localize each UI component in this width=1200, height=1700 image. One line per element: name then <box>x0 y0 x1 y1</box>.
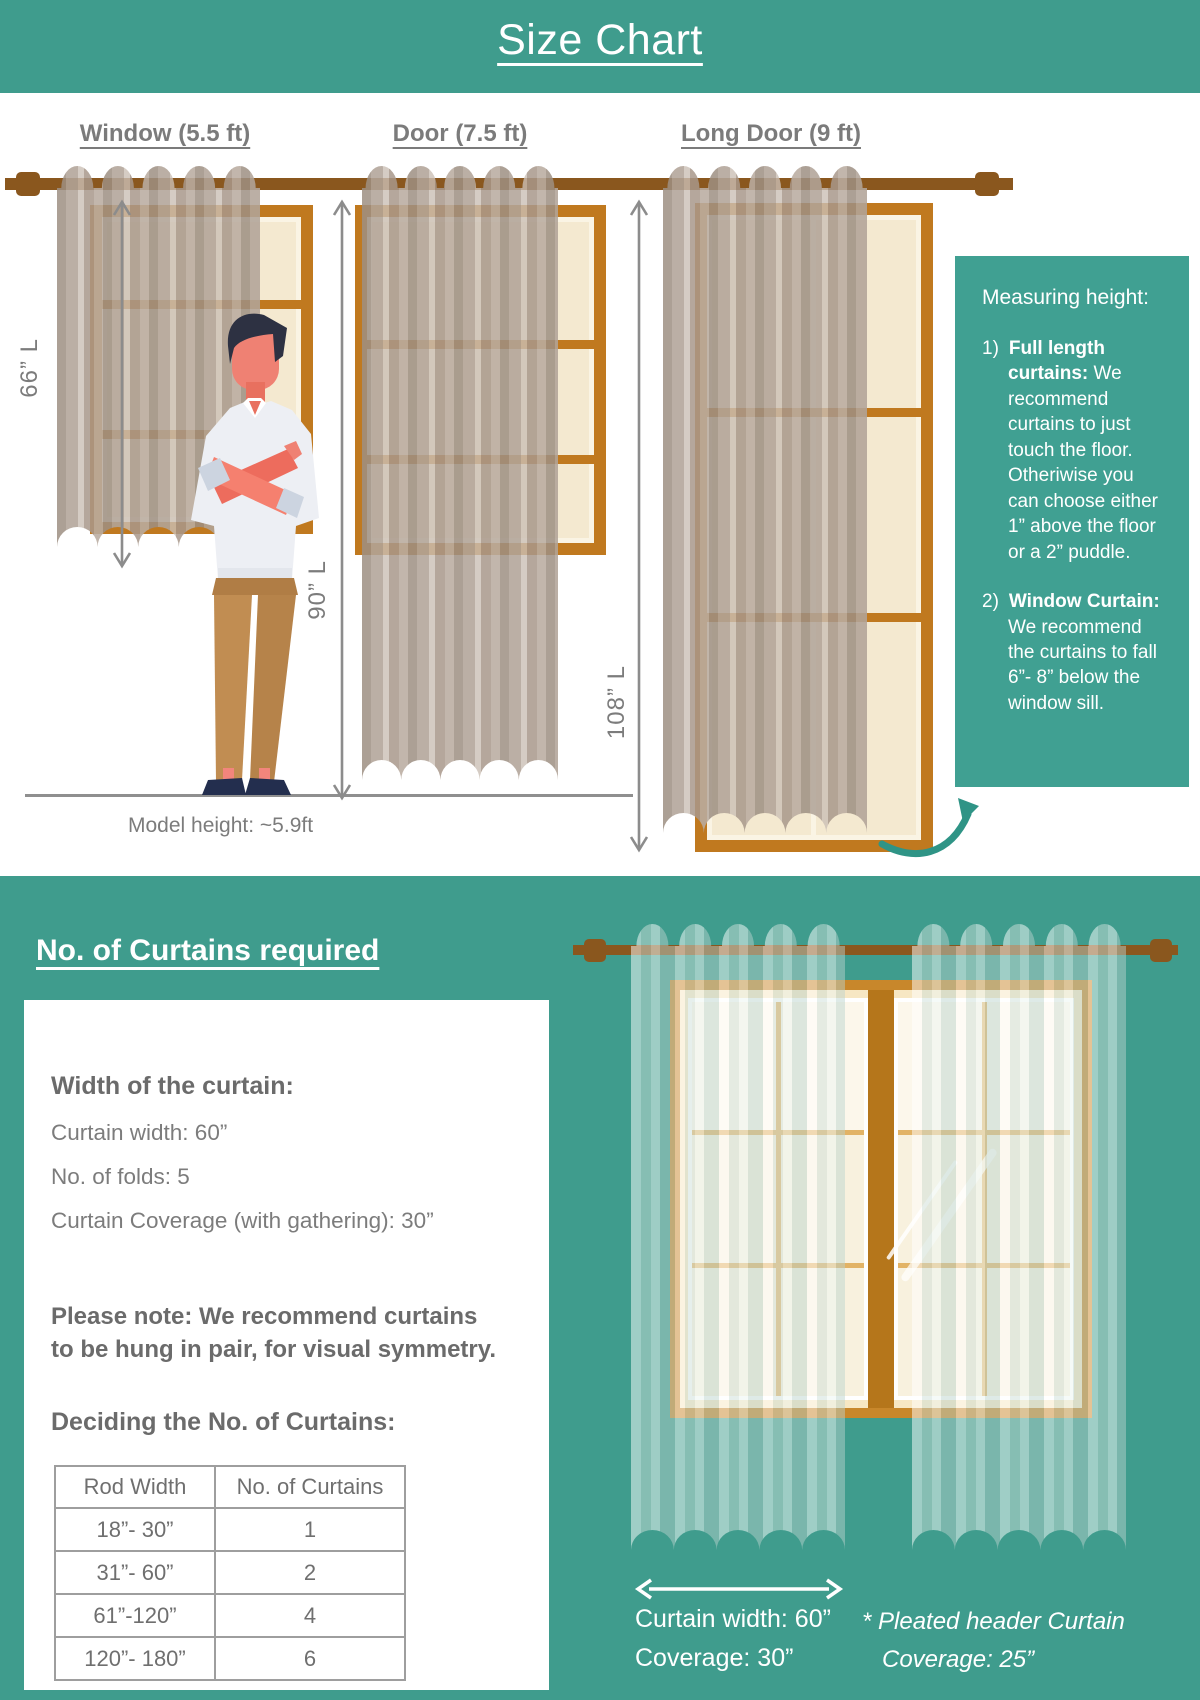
infobox-title: Measuring height: <box>982 286 1149 309</box>
measure-arrow-90-icon <box>331 198 353 802</box>
item-1-text: We recommend curtains to just touch the floor. Otheriwise you can choose either 1” above the floor or a 2” puddle. <box>1008 363 1158 563</box>
curtain-long-door-108in <box>663 162 867 853</box>
deciding-table-title: Deciding the No. of Curtains: <box>51 1408 396 1436</box>
table-row <box>55 1594 405 1637</box>
table-header-no-curtains: No. of Curtains <box>215 1466 405 1508</box>
table-cell: 4 <box>215 1594 405 1637</box>
measuring-height-infobox <box>955 256 1189 787</box>
swoosh-arrow-icon <box>876 796 992 862</box>
window-mullion <box>868 990 894 1408</box>
coverage-line: Curtain Coverage (with gathering): 30” <box>51 1208 434 1233</box>
pleated-note <box>862 1603 1125 1680</box>
table-cell: 6 <box>215 1637 405 1680</box>
length-label-108: 108” L <box>603 665 630 740</box>
rod-finial-left-icon <box>584 939 606 962</box>
item-1-number: 1) <box>982 338 999 359</box>
floor-line <box>25 794 633 797</box>
info-card <box>24 1000 549 1690</box>
curtain-door-90in <box>362 162 558 800</box>
model-height-label: Model height: ~5.9ft <box>128 814 314 837</box>
width-of-curtain-title: Width of the curtain: <box>51 1072 294 1100</box>
sheer-curtain-right <box>912 920 1126 1570</box>
curtain-width-line: Curtain width: 60” <box>51 1120 228 1145</box>
table-row <box>55 1637 405 1680</box>
curtain-width-line1: Curtain width: 60” <box>635 1605 831 1633</box>
sheer-curtain-left <box>631 920 845 1570</box>
pleated-note-line1: * Pleated header Curtain <box>862 1608 1125 1635</box>
table-cell: 31”- 60” <box>55 1551 215 1594</box>
column-label-door: Door (7.5 ft) <box>392 120 528 147</box>
infobox-item-1 <box>982 336 1169 565</box>
item-1-bold: Full length curtains: <box>1008 338 1105 385</box>
curtain-width-line2: Coverage: 30” <box>635 1643 794 1672</box>
table-row <box>55 1551 405 1594</box>
column-label-long-door: Long Door (9 ft) <box>681 120 861 147</box>
curtain-width-label <box>635 1600 831 1678</box>
rod-finial-right-icon <box>975 172 999 196</box>
rod-finial-right-icon <box>1150 939 1172 962</box>
folds-line: No. of folds: 5 <box>51 1164 190 1189</box>
length-label-90: 90” L <box>304 560 331 620</box>
rod-finial-left-icon <box>16 172 40 196</box>
pleated-note-line2: Coverage: 25” <box>882 1646 1035 1674</box>
table-cell: 18”- 30” <box>55 1508 215 1551</box>
rod-width-table <box>54 1465 406 1681</box>
table-header-rod-width: Rod Width <box>55 1466 215 1508</box>
measure-arrow-108-icon <box>628 198 650 854</box>
page-title: Size Chart <box>497 16 703 64</box>
table-row <box>55 1508 405 1551</box>
measure-arrow-66-icon <box>111 198 133 570</box>
curtain-width-arrow-icon <box>633 1576 845 1602</box>
column-label-window: Window (5.5 ft) <box>79 120 251 147</box>
curtains-required-heading: No. of Curtains required <box>36 934 380 967</box>
item-2-number: 2) <box>982 591 999 613</box>
infobox-item-2 <box>982 589 1169 716</box>
header-band <box>0 0 1200 93</box>
table-header-row <box>55 1466 405 1508</box>
length-label-66: 66” L <box>16 338 43 398</box>
pair-note: Please note: We recommend curtains to be hung in pair, for visual symmetry. <box>51 1303 496 1364</box>
table-cell: 1 <box>215 1508 405 1551</box>
table-cell: 61”-120” <box>55 1594 215 1637</box>
table-cell: 120”- 180” <box>55 1637 215 1680</box>
model-person-illustration <box>170 308 322 800</box>
item-2-text: We recommend the curtains to fall 6”- 8” below the window sill. <box>1008 616 1157 714</box>
item-2-bold: Window Curtain: <box>1008 591 1160 613</box>
table-cell: 2 <box>215 1551 405 1594</box>
